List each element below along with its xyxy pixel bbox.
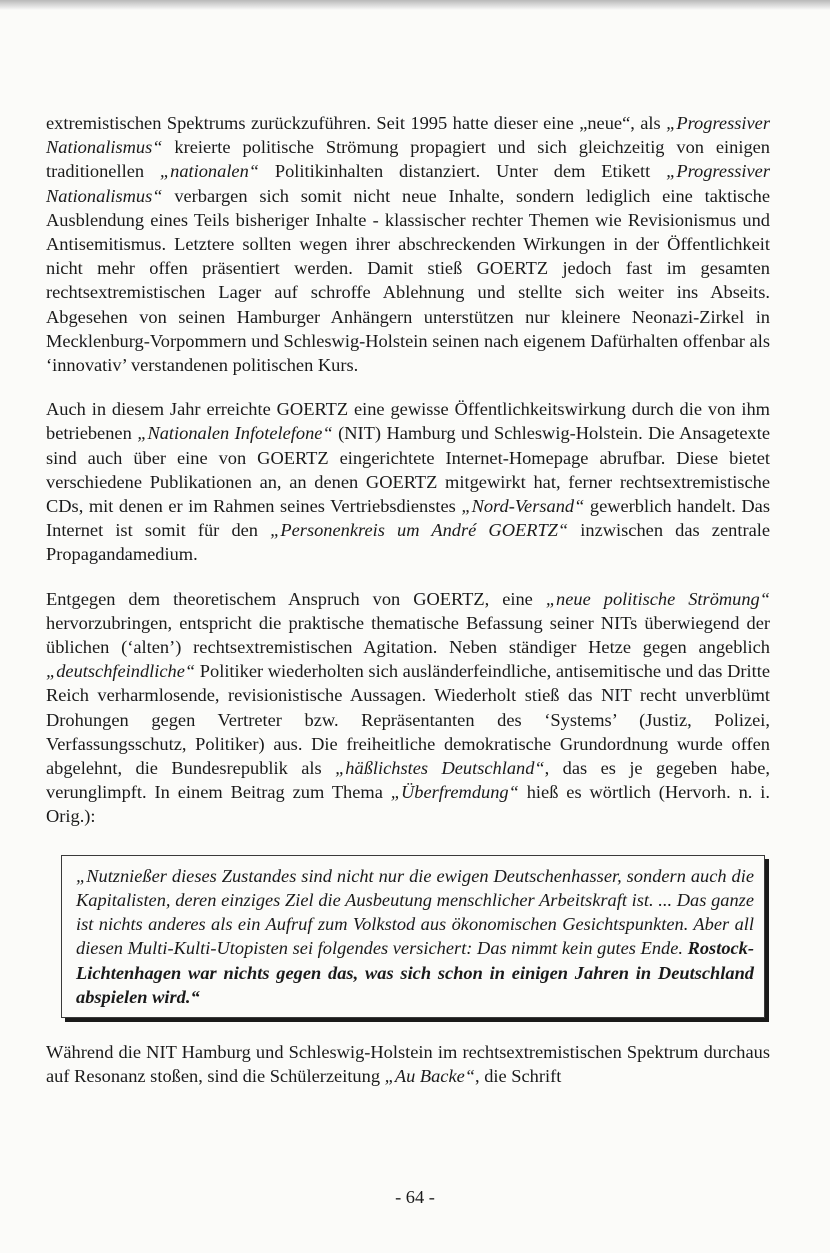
italic-text-run: „Personenkreis um André GOERTZ“ xyxy=(270,520,569,541)
italic-text-run: „Nationalen Infotelefone“ xyxy=(137,423,333,444)
text-run: hervorzubringen, entspricht die praktische thematische Befassung seiner NITs überwiegend der üblichen (‘alten’) rechtsextremistischen Agitation. Neben ständiger Hetze gegen angeblich xyxy=(46,612,770,658)
italic-text-run: „häßlichstes Deutschland“ xyxy=(335,758,545,779)
bold-text-run: Rostock-Lichtenhagen war nichts gegen das, was sich schon in einigen Jahren in Deutschland abspielen wird.“ xyxy=(76,938,754,1007)
text-run: , das es je gegeben habe, verunglimpft. In einem Beitrag zum Thema xyxy=(46,758,770,803)
text-run: Entgegen dem theoretischem Anspruch von GOERTZ, eine xyxy=(46,588,546,609)
italic-text-run: „Progressiver Nationalismus“ xyxy=(46,161,770,206)
text-run: gewerblich handelt. Das Internet ist somit für den xyxy=(46,496,770,541)
page-body xyxy=(46,111,770,1088)
italic-text-run: „Progressiver Nationalismus“ xyxy=(46,113,770,158)
italic-text-run: „Au Backe“ xyxy=(384,1066,476,1087)
text-run: Während die NIT Hamburg und Schleswig-Holstein im rechtsextremistischen Spektrum durchaus auf Resonanz stoßen, sind die Schülerzeitung xyxy=(46,1041,770,1087)
italic-text-run: „neue politische Strömung“ xyxy=(545,588,770,609)
italic-text-run: „deutschfeindliche“ xyxy=(46,661,196,682)
paragraph xyxy=(46,1040,770,1088)
text-run: verbargen sich somit nicht neue Inhalte, sondern lediglich eine taktische Ausblendung eines Teils bisheriger Inhalte - klassischer rechter Themen wie Revisionismus und Antisemitismus. Letztere sollten wegen ihrer abschreckenden Wirkungen in der Öffentlichkeit nicht mehr offen präsentiert werden. Damit stieß GOERTZ jedoch fast im gesamten rechtsextremistischen Lager auf schroffe Ablehnung und stellte sich weiter ins Abseits. Abgesehen von seinen Hamburger Anhängern unterstützen nur kleinere Neonazi-Zirkel in Mecklenburg-Vorpommern und Schleswig-Holstein seinen nach eigenem Dafürhalten offenbar als ‘innovativ’ verstandenen politischen Kurs. xyxy=(46,185,770,376)
scan-top-edge xyxy=(0,0,830,10)
page-number: - 64 - xyxy=(395,1187,435,1207)
text-run: inzwischen das zentrale Propagandamedium. xyxy=(46,520,771,565)
paragraph xyxy=(46,111,770,377)
paragraph xyxy=(46,397,770,566)
text-run: kreierte politische Strömung propagiert und sich gleichzeitig von einigen traditionellen xyxy=(46,137,770,182)
text-run: hieß es wörtlich (Hervorh. n. i. Orig.): xyxy=(46,782,770,827)
italic-text-run: „Nord-Versand“ xyxy=(461,496,585,517)
italic-text-run: „Überfremdung“ xyxy=(390,782,519,803)
text-run: Auch in diesem Jahr erreichte GOERTZ eine gewisse Öffentlichkeitswirkung durch die von ihm betriebenen xyxy=(46,399,770,444)
italic-text-run: „nationalen“ xyxy=(159,161,260,182)
text-run: Politikinhalten distanziert. Unter dem Etikett xyxy=(259,161,667,182)
text-run: Politiker wiederholten sich ausländerfeindliche, antisemitische und das Dritte Reich verharmlosende, revisionistische Aussagen. Wiederholt stieß das NIT recht unverblümt Drohungen gegen Vertreter bzw. Repräsentanten des ‘Systems’ (Justiz, Polizei, Verfassungsschutz, Politiker) aus. Die freiheitliche demokratische Grundordnung wurde offen abgelehnt, die Bundesrepublik als xyxy=(46,661,770,779)
block-quote xyxy=(61,855,765,1018)
paragraph xyxy=(46,587,770,829)
text-run: extremistischen Spektrums zurückzuführen. Seit 1995 hatte dieser eine „neue“, als xyxy=(46,113,667,133)
text-run: „Nutznießer dieses Zustandes sind nicht nur die ewigen Deutschenhasser, sondern auch die Kapitalisten, deren einziges Ziel die Ausbeutung menschlicher Arbeitskraft ist. ... Das ganze ist nichts anderes als ein Aufruf zum Volkstod aus ökonomischen Gesichtspunkten. Aber all diesen Multi-Kulti-Utopisten sei folgendes versichert: Das nimmt kein gutes Ende. xyxy=(76,865,754,959)
text-run: (NIT) Hamburg und Schleswig-Holstein. Die Ansagetexte sind auch über eine von GOERTZ eingerichtete Internet-Homepage abrufbar. Diese bietet verschiedene Publikationen an, an denen GOERTZ mitgewirkt hat, ferner rechtsextremistische CDs, mit denen er im Rahmen seines Vertriebsdienstes xyxy=(46,423,770,517)
text-run: , die Schrift xyxy=(475,1066,562,1087)
